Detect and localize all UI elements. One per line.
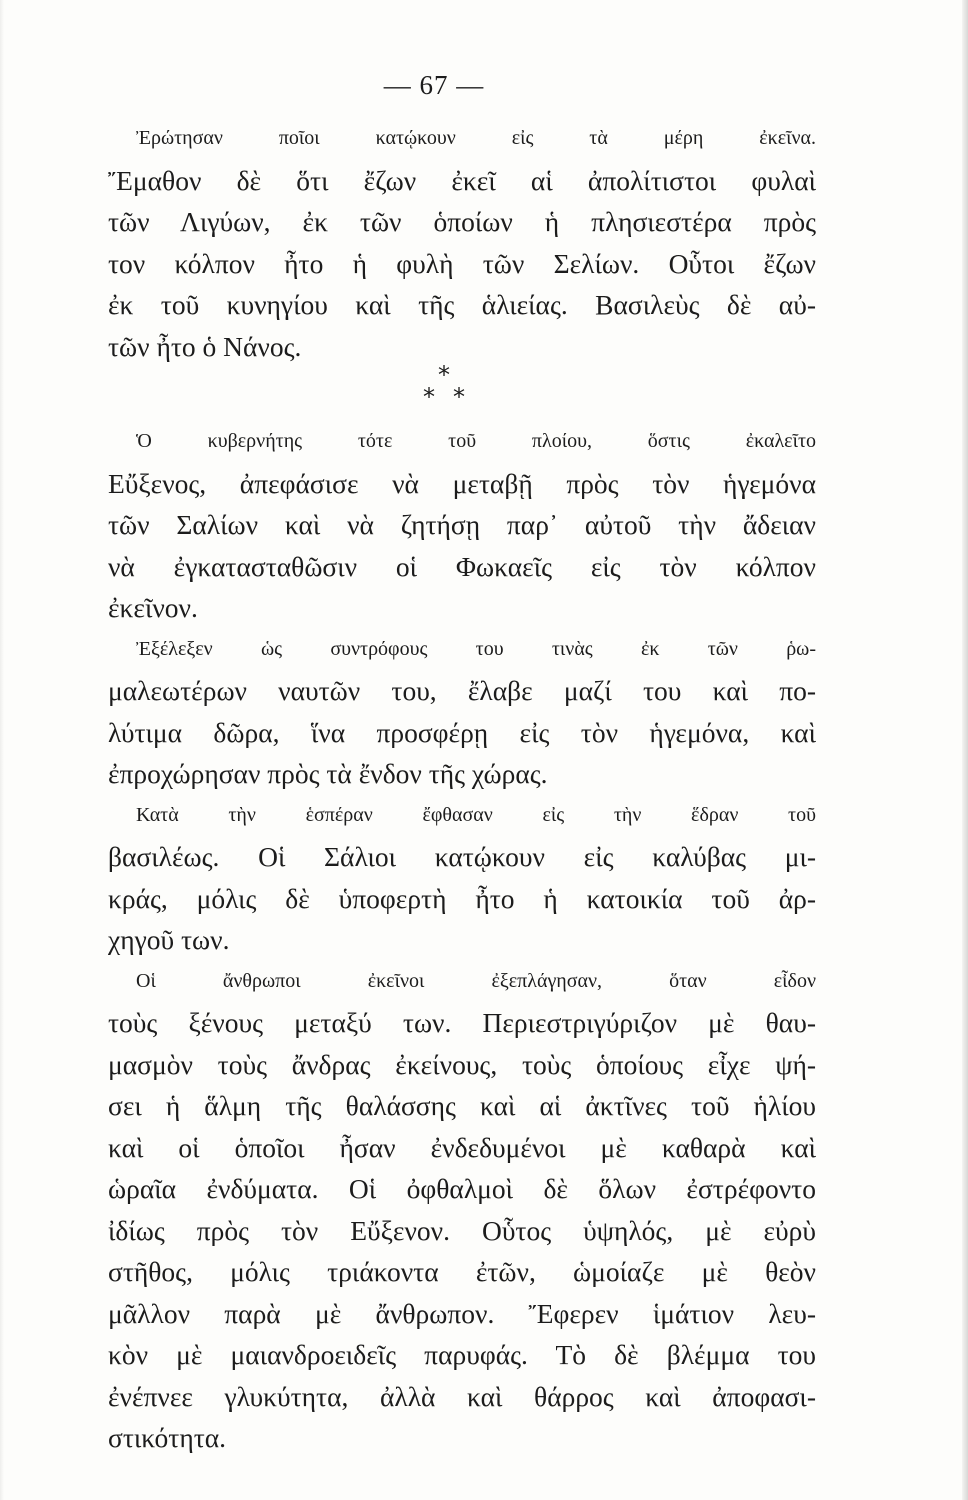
page-right-edge [962, 0, 968, 1500]
text-line: λύτιμα δῶρα, ἵνα προσφέρῃ εἰς τὸν ἡγεμόνα, καὶ [108, 716, 816, 748]
text-line: τῶν Σαλίων καὶ νὰ ζητήσῃ παρ᾽ αὐτοῦ τὴν ἄδειαν [108, 509, 816, 540]
paragraph-4 [108, 795, 816, 961]
text-line: Οἱ ἄνθρωποι ἐκεῖνοι ἐξεπλάγησαν, ὅταν εἶδον [136, 969, 816, 992]
text-line: τῶν ἦτο ὁ Νάνος. [108, 330, 302, 362]
text-line: μᾶλλον παρὰ μὲ ἄνθρωπον. Ἔφερεν ἱμάτιον λευ- [108, 1297, 816, 1329]
text-line: νὰ ἐγκατασταθῶσιν οἱ Φωκαεῖς εἰς τὸν κόλπον [108, 550, 816, 582]
text-line: στῆθος, μόλις τριάκοντα ἐτῶν, ὡμοίαζε μὲ θεὸν [108, 1256, 816, 1287]
text-line: ἰδίως πρὸς τὸν Εὔξενον. Οὗτος ὑψηλός, μὲ εὐρὺ [108, 1214, 816, 1246]
paragraph-2 [108, 421, 816, 629]
asterisk-left: * [423, 383, 435, 411]
text-line: ἐπροχώρησαν πρὸς τὰ ἔνδον τῆς χώρας. [108, 758, 548, 789]
text-line: σει ἡ ἅλμη τῆς θαλάσσης καὶ αἱ ἀκτῖνες τοῦ ἡλίου [108, 1090, 816, 1121]
page-left-edge [0, 0, 4, 1500]
text-line: μαλεωτέρων ναυτῶν του, ἔλαβε μαζί του καὶ πο- [108, 675, 816, 706]
text-line: Εὔξενος, ἀπεφάσισε νὰ μεταβῇ πρὸς τὸν ἡγεμόνα [108, 467, 816, 499]
text-line: ἐνέπνεε γλυκύτητα, ἀλλὰ καὶ θάρρος καὶ ἀποφασι- [108, 1380, 816, 1412]
text-line: χηγοῦ των. [108, 924, 230, 955]
asterisk-top: * [438, 361, 450, 389]
text-line: τον κόλπον ἦτο ἡ φυλὴ τῶν Σελίων. Οὗτοι ἔζων [108, 247, 816, 279]
text-line: κὸν μὲ μαιανδροειδεῖς παρυφάς. Τὸ δὲ βλέμμα του [108, 1339, 816, 1370]
text-line: βασιλέως. Οἱ Σάλιοι κατῴκουν εἰς καλύβας μι- [108, 841, 816, 872]
body-text [108, 118, 816, 1459]
text-line: Ἔμαθον δὲ ὅτι ἔζων ἐκεῖ αἱ ἀπολίτιστοι φυλαὶ [108, 164, 816, 196]
paragraph-1 [108, 118, 816, 367]
text-line: καὶ οἱ ὁποῖοι ἦσαν ἐνδεδυμένοι μὲ καθαρὰ καὶ [108, 1131, 816, 1163]
text-line: Ἐξέλεξεν ὡς συντρόφους του τινὰς ἐκ τῶν ῥω- [136, 637, 816, 660]
text-line: Ἐρώτησαν ποῖοι κατῴκουν εἰς τὰ μέρη ἐκεῖνα. [136, 127, 816, 149]
paragraph-3 [108, 629, 816, 795]
paragraph-5 [108, 961, 816, 1459]
text-line: μασμὸν τοὺς ἄνδρας ἐκείνους, τοὺς ὁποίους εἶχε ψή- [108, 1048, 816, 1080]
text-line: κράς, μόλις δὲ ὑποφερτὴ ἦτο ἡ κατοικία τοῦ ἀρ- [108, 882, 816, 914]
text-line: τῶν Λιγύων, ἐκ τῶν ὁποίων ἡ πλησιεστέρα πρὸς [108, 206, 816, 237]
section-asterism [108, 361, 816, 421]
text-line: στικότητα. [108, 1422, 227, 1453]
text-line: ἐκεῖνον. [108, 592, 198, 623]
asterisk-right: * [453, 383, 465, 411]
page-number: — 67 — [383, 70, 485, 100]
text-line: Ὁ κυβερνήτης τότε τοῦ πλοίου, ὅστις ἐκαλεῖτο [136, 430, 816, 452]
text-line: ἐκ τοῦ κυνηγίου καὶ τῆς ἁλιείας. Βασιλεὺς δὲ αὐ- [108, 289, 816, 320]
text-line: Κατὰ τὴν ἑσπέραν ἔφθασαν εἰς τὴν ἕδραν τοῦ [136, 803, 816, 826]
text-line: τοὺς ξένους μεταξύ των. Περιεστριγύριζον μὲ θαυ- [108, 1007, 816, 1038]
text-line: ὡραῖα ἐνδύματα. Οἱ ὀφθαλμοὶ δὲ ὅλων ἐστρέφοντο [108, 1173, 816, 1204]
